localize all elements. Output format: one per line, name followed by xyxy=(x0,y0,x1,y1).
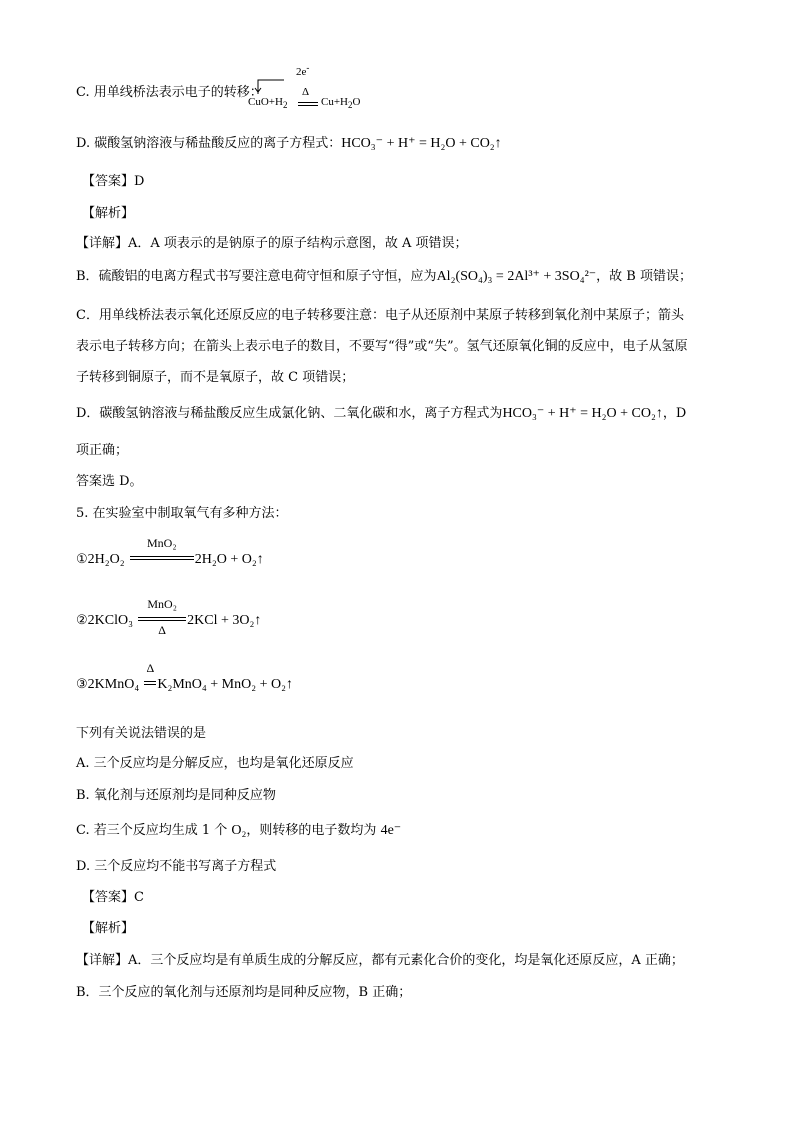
detail-c-line3: 子转移到铜原子，而不是氧原子，故 C 项错误； xyxy=(76,370,355,385)
analysis-label-1: 【解析】 xyxy=(82,206,135,221)
option-b: B. 氧化剂与还原剂均是同种反应物 xyxy=(76,788,276,803)
detail-c-line1: C．用单线桥法表示氧化还原反应的电子转移要注意：电子从还原剂中某原子转移到氧化剂中某原子；箭头 xyxy=(76,308,684,323)
detail2-a: 【详解】A．三个反应均是有单质生成的分解反应，都有元素化合价的变化，均是氧化还原反应，A 正确； xyxy=(76,953,684,968)
detail-d-line1: D．碳酸氢钠溶液与稀盐酸反应生成氯化钠、二氧化碳和水，离子方程式为HCO₃⁻ + H⁺ = H₂O + CO₂↑，D xyxy=(76,406,687,421)
detail2-b: B．三个反应的氧化剂与还原剂均是同种反应物，B 正确； xyxy=(76,985,412,1000)
option-c-text: C. 用单线桥法表示电子的转移： xyxy=(76,85,263,100)
detail-b: B．硫酸铝的电离方程式书写要注意电荷守恒和原子守恒，应为Al₂(SO₄)₃ = 2Al³⁺ + 3SO₄²⁻，故 B 项错误； xyxy=(76,269,692,284)
answer-label-2: 【答案】C xyxy=(82,890,144,905)
question-stem: 下列有关说法错误的是 xyxy=(76,726,207,741)
option-d-text: D. 碳酸氢钠溶液与稀盐酸反应的离子方程式：HCO₃⁻ + H⁺ = H₂O + CO₂↑ xyxy=(76,136,502,151)
option-d: D. 三个反应均不能书写离子方程式 xyxy=(76,859,277,874)
answer-label-1: 【答案】D xyxy=(82,174,145,189)
question-5: 5. 在实验室中制取氧气有多种方法： xyxy=(76,506,288,521)
reaction-3: ③2KMnO₄ Δ K₂MnO₄ + MnO₂ + O₂↑ xyxy=(76,661,294,692)
option-c: C. 若三个反应均生成 1 个 O₂，则转移的电子数均为 4e⁻ xyxy=(76,823,402,838)
detail-d-line2: 项正确； xyxy=(76,443,129,458)
reaction-1: ①2H₂O₂ MnO₂ 2H₂O + O₂↑ xyxy=(76,536,264,567)
single-bridge-diagram: 2e- $CuO+H_2$ Δ $Cu+H_2O$ xyxy=(244,64,404,114)
answer-choice: 答案选 D。 xyxy=(76,474,143,489)
reaction-2: ②2KClO₃ MnO₂ Δ 2KCl + 3O₂↑ xyxy=(76,597,262,637)
option-a: A. 三个反应均是分解反应，也均是氧化还原反应 xyxy=(76,756,354,771)
detail-c-line2: 表示电子转移方向；在箭头上表示电子的数目，不要写“得”或“失”。氢气还原氧化铜的反应中，电子从氢原 xyxy=(76,339,688,354)
arrow-down-icon xyxy=(253,80,263,94)
analysis-label-2: 【解析】 xyxy=(82,921,135,936)
detail-a: 【详解】A．A 项表示的是钠原子的原子结构示意图，故 A 项错误； xyxy=(76,236,468,251)
